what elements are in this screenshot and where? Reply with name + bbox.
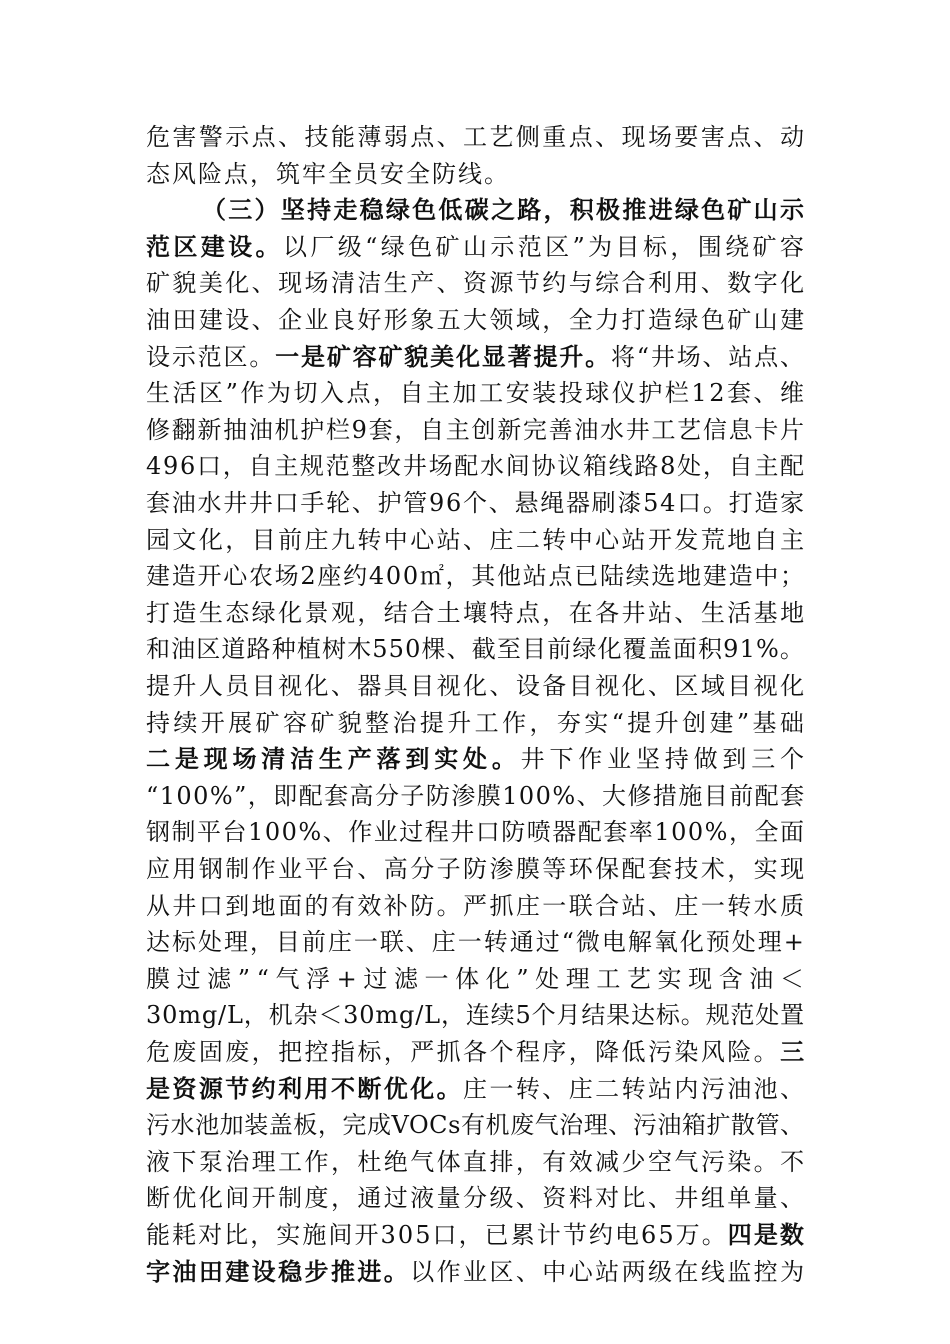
text-line bbox=[146, 851, 807, 887]
text-line bbox=[146, 778, 806, 814]
text-run: 井下作业坚持做到三个 bbox=[520, 745, 809, 773]
bold-phrase: 字油田建设稳步推进。 bbox=[146, 1257, 411, 1286]
text-run: 达标处理，目前庄一联、庄一转通过“微电解氧化预处理+ bbox=[146, 928, 806, 956]
text-run: “100%”，即配套高分子防渗膜100%、大修措施目前配套 bbox=[146, 782, 806, 810]
text-line bbox=[146, 339, 806, 375]
text-line bbox=[146, 705, 807, 741]
bold-phrase: 是资源节约利用不断优化。 bbox=[146, 1074, 464, 1103]
text-line bbox=[146, 924, 806, 960]
text-line bbox=[146, 156, 510, 192]
bold-phrase: 二是现场清洁生产落到实处。 bbox=[146, 744, 521, 773]
text-run: 496口，自主规范整改井场配水间协议箱线路8处，自主配 bbox=[146, 452, 806, 480]
text-line bbox=[146, 595, 807, 631]
text-run: 庄一转、庄二转站内污油池、 bbox=[463, 1075, 807, 1103]
text-line bbox=[146, 1071, 807, 1107]
text-line bbox=[146, 888, 807, 924]
text-run: 将“井场、站点、 bbox=[610, 343, 806, 371]
text-run: 以厂级“绿色矿山示范区”为目标，围绕矿容 bbox=[282, 233, 808, 261]
text-line bbox=[146, 1254, 807, 1290]
text-line bbox=[146, 1217, 806, 1253]
text-run: 建造开心农场2座约400㎡，其他站点已陆续选地建造中； bbox=[146, 562, 806, 590]
text-line bbox=[146, 229, 807, 265]
text-line bbox=[146, 997, 805, 1033]
text-run: 和油区道路种植树木550棵、截至目前绿化覆盖面积91%。 bbox=[146, 635, 806, 663]
text-run: 提升人员目视化、器具目视化、设备目视化、区域目视化 bbox=[146, 672, 807, 700]
text-line bbox=[146, 741, 809, 777]
text-run: 从井口到地面的有效补防。严抓庄一联合站、庄一转水质 bbox=[146, 892, 807, 920]
text-line bbox=[146, 412, 806, 448]
text-run: 污水池加装盖板，完成VOCs有机废气治理、污油箱扩散管、 bbox=[146, 1111, 805, 1139]
text-run: 断优化间开制度，通过液量分级、资料对比、井组单量、 bbox=[146, 1184, 807, 1212]
text-run: 油田建设、企业良好形象五大领域，全力打造绿色矿山建 bbox=[146, 306, 807, 334]
text-run: 态风险点，筑牢全员安全防线。 bbox=[146, 160, 510, 188]
text-run: 膜过滤”“气浮+过滤一体化”处理工艺实现含油＜ bbox=[146, 965, 811, 993]
text-run: 生活区”作为切入点，自主加工安装投球仪护栏12套、维 bbox=[146, 379, 807, 407]
text-line bbox=[146, 119, 807, 155]
text-line bbox=[146, 631, 805, 667]
text-line bbox=[146, 485, 806, 521]
text-run: 钢制平台100%、作业过程井口防喷器配套率100%，全面 bbox=[146, 818, 806, 846]
text-line bbox=[146, 961, 811, 997]
bold-phrase: 范区建设。 bbox=[146, 232, 283, 261]
text-run: 以作业区、中心站两级在线监控为 bbox=[410, 1258, 807, 1286]
text-line bbox=[146, 448, 806, 484]
text-run: 危害警示点、技能薄弱点、工艺侧重点、现场要害点、动 bbox=[146, 123, 807, 151]
text-run: 能耗对比，实施间开305口，已累计节约电65万。 bbox=[146, 1221, 728, 1249]
text-line bbox=[146, 265, 807, 301]
text-line bbox=[146, 1107, 805, 1143]
text-run: 液下泵治理工作，杜绝气体直排，有效减少空气污染。不 bbox=[146, 1148, 807, 1176]
text-line bbox=[146, 375, 807, 411]
text-run: 套油水井井口手轮、护管96个、悬绳器刷漆54口。打造家 bbox=[146, 489, 806, 517]
text-line bbox=[146, 814, 806, 850]
text-line bbox=[146, 1144, 807, 1180]
text-run: 打造生态绿化景观，结合土壤特点，在各井站、生活基地 bbox=[146, 599, 807, 627]
text-run: 园文化，目前庄九转中心站、庄二转中心站开发荒地自主 bbox=[146, 526, 807, 554]
bold-phrase: 四是数 bbox=[727, 1220, 806, 1249]
bold-phrase: 三 bbox=[780, 1037, 807, 1066]
text-line bbox=[146, 302, 807, 338]
text-run: 持续开展矿容矿貌整治提升工作，夯实“提升创建”基础 bbox=[146, 709, 808, 737]
text-line bbox=[146, 522, 807, 558]
text-line bbox=[146, 558, 806, 594]
text-line bbox=[146, 1180, 807, 1216]
text-run: 矿貌美化、现场清洁生产、资源节约与综合利用、数字化 bbox=[146, 269, 807, 297]
bold-phrase: 一是矿容矿貌美化显著提升。 bbox=[275, 342, 611, 371]
text-run: 应用钢制作业平台、高分子防渗膜等环保配套技术，实现 bbox=[146, 855, 807, 883]
text-line bbox=[202, 192, 806, 228]
bold-phrase: （三）坚持走稳绿色低碳之路，积极推进绿色矿山示 bbox=[202, 195, 807, 224]
text-run: 危废固废，把控指标，严抓各个程序，降低污染风险。 bbox=[146, 1038, 781, 1066]
text-run: 修翻新抽油机护栏9套，自主创新完善油水井工艺信息卡片 bbox=[146, 416, 806, 444]
text-line bbox=[146, 1034, 807, 1070]
text-line bbox=[146, 668, 807, 704]
text-run: 设示范区。 bbox=[146, 343, 276, 371]
text-run: 30mg/L，机杂＜30mg/L，连续5个月结果达标。规范处置 bbox=[146, 1001, 805, 1029]
